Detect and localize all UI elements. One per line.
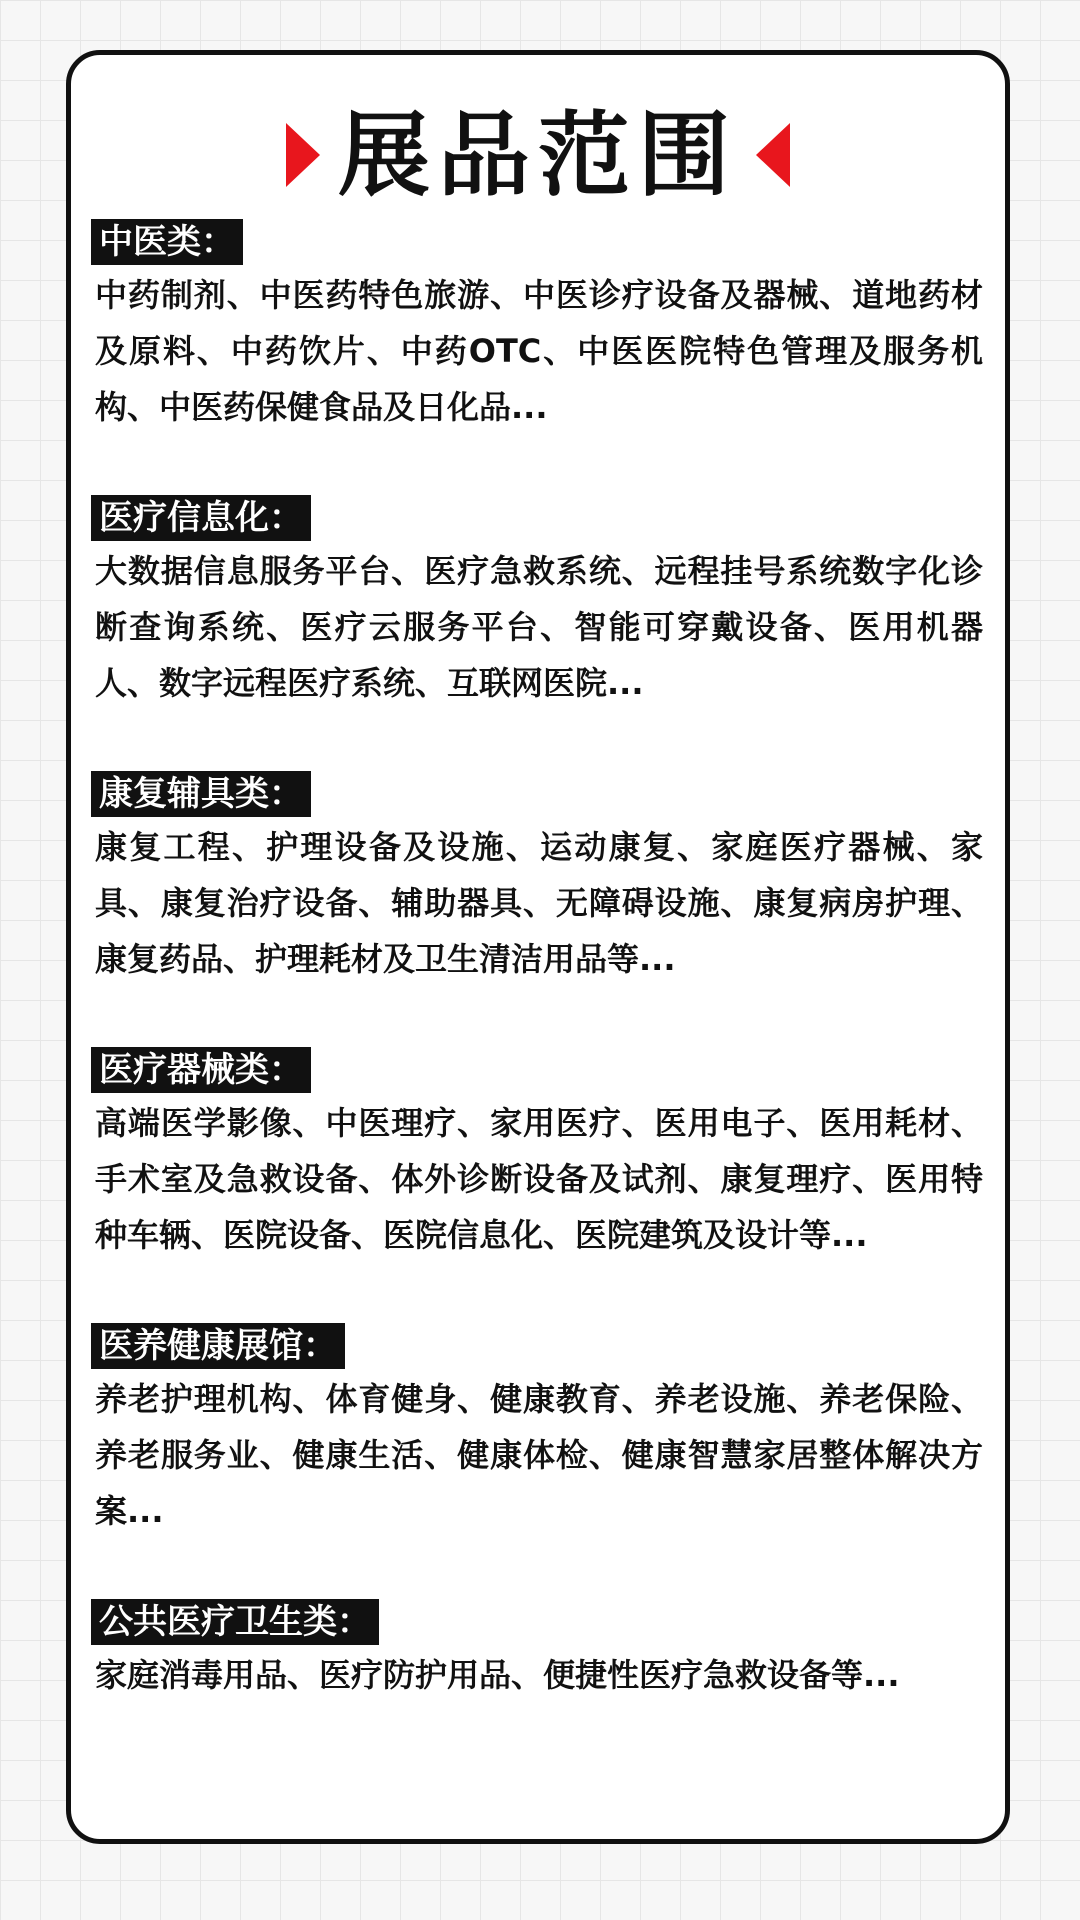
section-text: 家庭消毒用品、医疗防护用品、便捷性医疗急救设备等... [95,1656,900,1694]
section-heading: 医疗器械类： [91,1047,311,1093]
section-heading: 中医类： [91,219,243,265]
red-triangle-right-icon [756,123,790,187]
section-text: 高端医学影像、中医理疗、家用医疗、医用电子、医用耗材、手术室及急救设备、体外诊断设备及试剂、康复理疗、医用特种车辆、医院设备、医院信息化、医院建筑及设计等... [95,1104,983,1254]
section-elderly-health [91,1321,983,1597]
section-tcm [91,217,983,493]
title-row [71,95,1005,215]
section-medical-devices [91,1045,983,1321]
section-heading: 医疗信息化： [91,495,311,541]
section-heading: 医养健康展馆： [91,1323,345,1369]
section-text: 养老护理机构、体育健身、健康教育、养老设施、养老保险、养老服务业、健康生活、健康体检、健康智慧家居整体解决方案... [95,1380,983,1530]
section-heading: 康复辅具类： [91,771,311,817]
section-list [91,217,983,1844]
section-text: 中药制剂、中医药特色旅游、中医诊疗设备及器械、道地药材及原料、中药饮片、中药OTC、中医医院特色管理及服务机构、中医药保健食品及日化品... [95,276,983,426]
section-rehab-aids [91,769,983,1045]
content-card [66,50,1010,1844]
section-public-health [91,1597,983,1844]
page-title: 展品范围 [337,101,738,209]
red-triangle-left-icon [286,123,320,187]
section-medical-it [91,493,983,769]
section-text: 大数据信息服务平台、医疗急救系统、远程挂号系统数字化诊断查询系统、医疗云服务平台、智能可穿戴设备、医用机器人、数字远程医疗系统、互联网医院... [95,552,983,702]
section-text: 康复工程、护理设备及设施、运动康复、家庭医疗器械、家具、康复治疗设备、辅助器具、无障碍设施、康复病房护理、康复药品、护理耗材及卫生清洁用品等... [95,828,983,978]
section-heading: 公共医疗卫生类： [91,1599,379,1645]
